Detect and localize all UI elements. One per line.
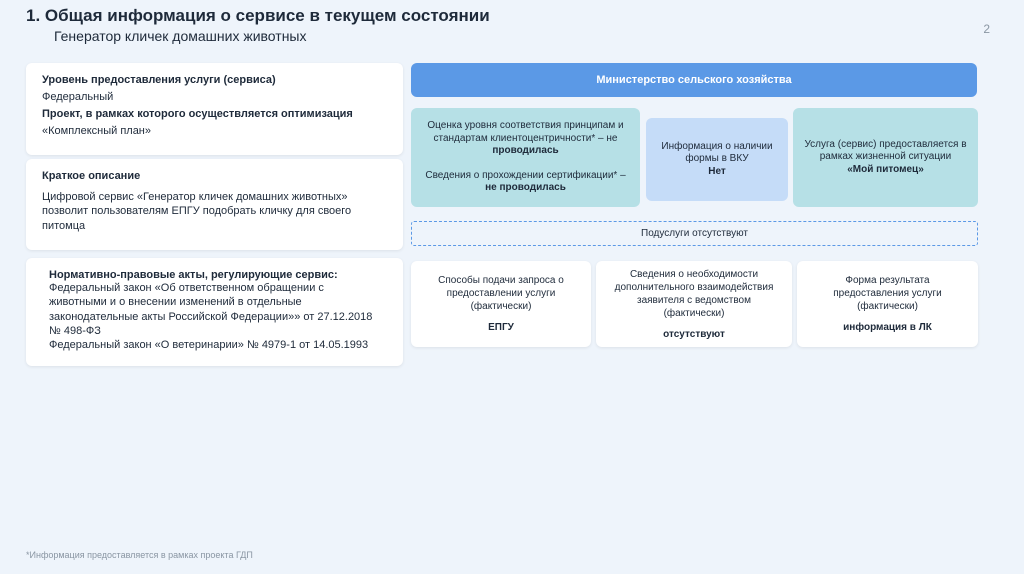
regulation-law-2: Федеральный закон «О ветеринарии» № 4979-1 от 14.05.1993: [49, 339, 369, 352]
interaction-card: [596, 261, 792, 347]
service-level-card: [26, 63, 403, 155]
request-methods-value: ЕПГУ: [488, 322, 514, 333]
project-value: «Комплексный план»: [42, 125, 152, 138]
service-level-value: Федеральный: [42, 91, 114, 103]
footnote: *Информация предоставляется в рамках проекта ГДП: [26, 550, 253, 560]
page-subtitle: Генератор кличек домашних животных: [54, 28, 307, 44]
assessment-box: [411, 108, 640, 207]
subservices-banner: Подуслуги отсутствуют: [411, 221, 978, 246]
assessment-text-1: [421, 120, 630, 158]
request-methods-card: [411, 261, 591, 347]
page-number: 2: [983, 22, 990, 36]
regulations-label: Нормативно-правовые акты, регулирующие сервис:: [49, 269, 338, 281]
assessment-line-2: Сведения о прохождении сертификации* –: [425, 169, 626, 181]
request-methods-text: Способы подачи запроса о предоставлении услуги (фактически): [438, 275, 564, 312]
result-form-text: Форма результата предоставления услуги (фактически): [833, 275, 942, 312]
interaction-text: Сведения о необходимости дополнительного взаимодействия заявителя с ведомством (фактически): [614, 268, 774, 319]
vku-text: Информация о наличии формы в ВКУ: [661, 140, 773, 165]
vku-box: [646, 118, 788, 201]
regulations-card: [26, 258, 403, 366]
result-form-value: информация в ЛК: [843, 322, 932, 333]
life-situation-text: Услуга (сервис) предоставляется в рамках жизненной ситуации: [804, 138, 967, 163]
life-situation-value: «Мой питомец»: [847, 163, 924, 175]
description-card: [26, 159, 403, 250]
vku-value: Нет: [708, 165, 726, 177]
description-label: Краткое описание: [42, 170, 141, 182]
assessment-text-2: [421, 170, 630, 195]
page-title: 1. Общая информация о сервисе в текущем состоянии: [26, 6, 490, 25]
service-level-label: Уровень предоставления услуги (сервиса): [42, 74, 276, 86]
interaction-value: отсутствуют: [663, 328, 725, 340]
assessment-line-1-bold: проводилась: [492, 145, 559, 157]
regulation-law-1: Федеральный закон «Об ответственном обращении с животными и о внесении изменений в отдельные законодательные акты Российской Федерации»» от 27.12.2018 № 498-ФЗ: [49, 282, 373, 337]
life-situation-box: [793, 108, 978, 207]
assessment-line-2-bold: не проводилась: [485, 182, 566, 194]
ministry-banner: Министерство сельского хозяйства: [411, 63, 977, 97]
assessment-line-1: Оценка уровня соответствия принципам и стандартам клиентоцентричности* – не: [427, 120, 624, 144]
description-value: Цифровой сервис «Генератор кличек домашних животных» позволит пользователям ЕПГУ подобрать кличку для своего питомца: [42, 191, 352, 232]
result-form-card: [797, 261, 978, 347]
project-label: Проект, в рамках которого осуществляется оптимизация: [42, 108, 353, 121]
